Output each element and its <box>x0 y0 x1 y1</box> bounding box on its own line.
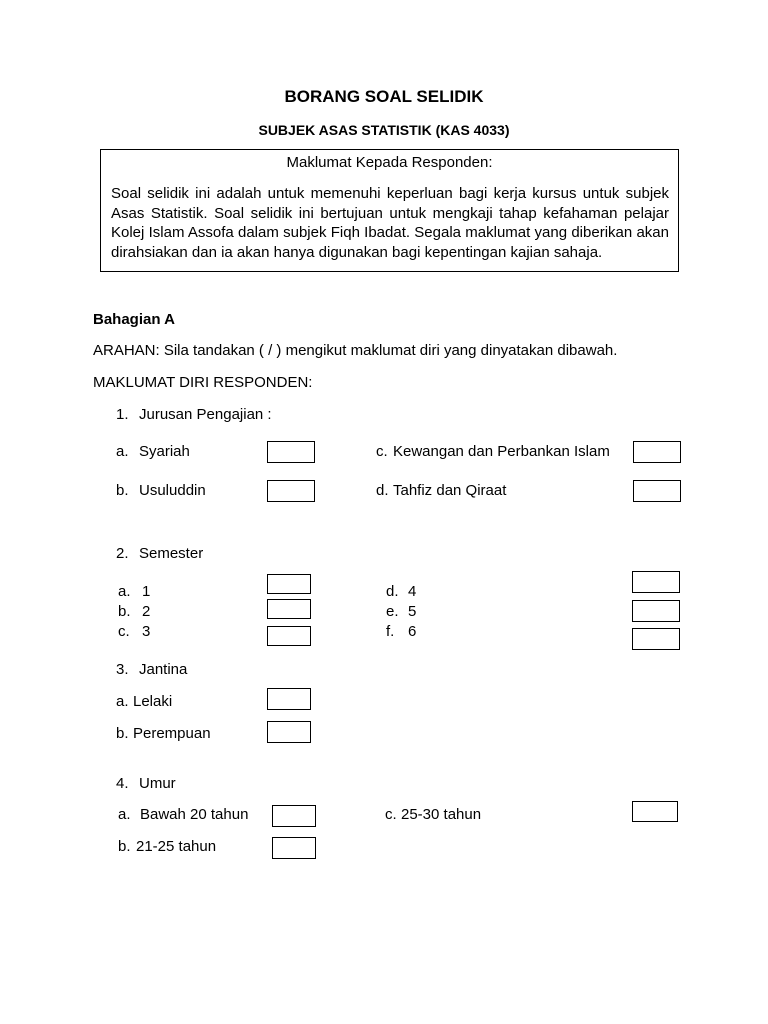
q4-option-a-letter: a. <box>118 806 131 823</box>
question-3-number: 3. <box>116 661 129 678</box>
q3-option-b-letter: b. <box>116 725 129 742</box>
q4-option-b-letter: b. <box>118 838 131 855</box>
q2-option-b-text: 2 <box>142 603 151 620</box>
q3-option-a-text: Lelaki <box>133 693 173 710</box>
q2-option-e-text: 5 <box>408 603 417 620</box>
page-subtitle: SUBJEK ASAS STATISTIK (KAS 4033) <box>258 122 510 138</box>
q2-option-d-letter: d. <box>386 583 399 600</box>
q2-option-f-text: 6 <box>408 623 417 640</box>
q3-option-a-letter: a. <box>116 693 129 710</box>
q1-option-a-letter: a. <box>116 443 129 460</box>
respondent-info-box <box>100 149 679 272</box>
respondent-info-label: MAKLUMAT DIRI RESPONDEN: <box>93 374 313 391</box>
question-2-label: Semester <box>139 545 204 562</box>
q1-option-a-checkbox[interactable] <box>267 441 315 463</box>
q2-option-b-letter: b. <box>118 603 131 620</box>
q3-option-b-checkbox[interactable] <box>267 721 311 743</box>
q1-option-a-text: Syariah <box>139 443 190 460</box>
info-box-body: Soal selidik ini adalah untuk memenuhi keperluan bagi kerja kursus untuk subjek Asas Statistik. Soal selidik ini bertujuan untuk mengkaji tahap kefahaman pelajar Kolej Islam Assofa dalam subjek Fiqh Ibadat. Segala maklumat yang diberikan akan dirahsiakan dan ia akan hanya digunakan bagi kepentingan kajian sahaja. <box>111 185 669 262</box>
q1-option-d-letter: d. <box>376 482 389 499</box>
q2-option-f-checkbox[interactable] <box>632 628 680 650</box>
q1-option-b-checkbox[interactable] <box>267 480 315 502</box>
q4-option-c-text: 25-30 tahun <box>401 806 482 823</box>
section-heading: Bahagian A <box>93 311 175 328</box>
q2-option-d-text: 4 <box>408 583 417 600</box>
q1-option-c-checkbox[interactable] <box>633 441 681 463</box>
question-1-label: Jurusan Pengajian : <box>139 406 272 423</box>
question-2-number: 2. <box>116 545 129 562</box>
q2-option-c-letter: c. <box>118 623 130 640</box>
q4-option-c-letter: c. <box>385 806 397 823</box>
q2-option-c-text: 3 <box>142 623 151 640</box>
question-3-label: Jantina <box>139 661 188 678</box>
page-title: BORANG SOAL SELIDIK <box>284 87 484 106</box>
q2-option-a-checkbox[interactable] <box>267 574 311 594</box>
q4-option-b-text: 21-25 tahun <box>136 838 217 855</box>
q3-option-a-checkbox[interactable] <box>267 688 311 710</box>
question-4-number: 4. <box>116 775 129 792</box>
instruction-text: ARAHAN: Sila tandakan ( / ) mengikut maklumat diri yang dinyatakan dibawah. <box>93 342 618 359</box>
q2-option-d-checkbox[interactable] <box>632 571 680 593</box>
q2-option-c-checkbox[interactable] <box>267 626 311 646</box>
q2-option-a-text: 1 <box>142 583 151 600</box>
q2-option-a-letter: a. <box>118 583 131 600</box>
q2-option-b-checkbox[interactable] <box>267 599 311 619</box>
q3-option-b-text: Perempuan <box>133 725 211 742</box>
q1-option-b-letter: b. <box>116 482 129 499</box>
question-1-number: 1. <box>116 406 129 423</box>
q1-option-d-checkbox[interactable] <box>633 480 681 502</box>
info-box-heading: Maklumat Kepada Responden: <box>286 154 493 171</box>
q4-option-b-checkbox[interactable] <box>272 837 316 859</box>
q2-option-e-letter: e. <box>386 603 399 620</box>
q2-option-e-checkbox[interactable] <box>632 600 680 622</box>
q1-option-d-text: Tahfiz dan Qiraat <box>393 482 507 499</box>
q1-option-c-letter: c. <box>376 443 388 460</box>
q2-option-f-letter: f. <box>386 623 395 640</box>
q4-option-a-text: Bawah 20 tahun <box>140 806 249 823</box>
q4-option-c-checkbox[interactable] <box>632 801 678 822</box>
q1-option-c-text: Kewangan dan Perbankan Islam <box>393 443 610 460</box>
question-4-label: Umur <box>139 775 176 792</box>
q4-option-a-checkbox[interactable] <box>272 805 316 827</box>
q1-option-b-text: Usuluddin <box>139 482 206 499</box>
